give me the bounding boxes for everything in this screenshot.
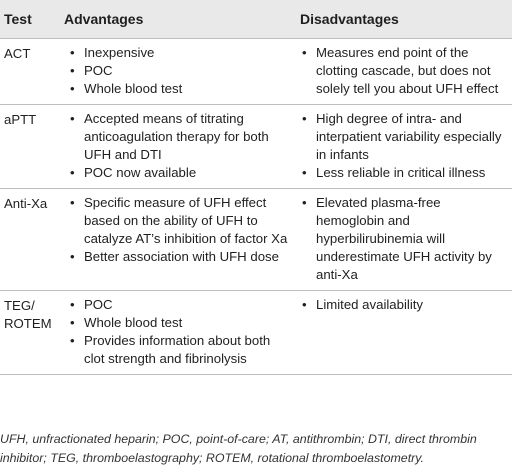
disadvantages-list: [296, 44, 508, 98]
disadvantages-cell: [292, 105, 512, 189]
bullet-icon: •: [302, 165, 307, 180]
advantages-cell: [60, 189, 292, 291]
disadvantages-list-item: [296, 296, 508, 314]
advantages-list-item: [64, 296, 288, 314]
disadvantages-cell: [292, 39, 512, 105]
advantages-list-item: [64, 248, 288, 266]
table-row: [0, 189, 512, 291]
advantages-list-item: [64, 164, 288, 182]
advantages-text: Specific measure of UFH effect based on the ability of UFH to catalyze AT’s inhibition of factor Xa: [84, 195, 288, 246]
bullet-icon: •: [70, 45, 75, 60]
bullet-icon: •: [70, 63, 75, 78]
bullet-icon: •: [70, 81, 75, 96]
header-disadvantages: Disadvantages: [300, 11, 399, 27]
advantages-list-item: [64, 110, 288, 164]
advantages-list-item: [64, 314, 288, 332]
table-body: [0, 39, 512, 375]
advantages-text: Inexpensive: [84, 45, 155, 60]
advantages-list-item: [64, 194, 288, 248]
table-row: [0, 39, 512, 105]
advantages-list-item: [64, 332, 288, 368]
advantages-list-item: [64, 80, 288, 98]
header-advantages: Advantages: [64, 11, 144, 27]
test-name-cell: Anti-Xa: [4, 196, 48, 211]
advantages-list: [64, 44, 288, 98]
bullet-icon: •: [70, 333, 75, 348]
disadvantages-list: [296, 194, 508, 284]
disadvantages-text: Elevated plasma-free hemoglobin and hyperbilirubinemia will underestimate UFH activity by anti-Xa: [316, 195, 492, 282]
advantages-text: Better association with UFH dose: [84, 249, 279, 264]
advantages-text: POC now available: [84, 165, 197, 180]
advantages-list: [64, 194, 288, 266]
bullet-icon: •: [70, 249, 75, 264]
disadvantages-list-item: [296, 44, 508, 98]
advantages-list-item: [64, 62, 288, 80]
table-footnote: UFH, unfractionated heparin; POC, point-of-care; AT, antithrombin; DTI, direct thrombin inhibitor; TEG, thromboelastography; ROTEM, rotational thromboelastometry.: [0, 432, 477, 465]
disadvantages-cell: [292, 189, 512, 291]
disadvantages-text: Limited availability: [316, 297, 424, 312]
advantages-text: Whole blood test: [84, 315, 183, 330]
bullet-icon: •: [302, 111, 307, 126]
test-name-cell: ACT: [4, 46, 31, 61]
bullet-icon: •: [70, 111, 75, 126]
table-header: [0, 0, 512, 39]
disadvantages-text: High degree of intra- and interpatient variability especially in infants: [316, 111, 502, 162]
bullet-icon: •: [70, 165, 75, 180]
table-row: [0, 105, 512, 189]
disadvantages-cell: [292, 291, 512, 375]
disadvantages-list: [296, 296, 508, 314]
advantages-text: POC: [84, 297, 113, 312]
advantages-text: POC: [84, 63, 113, 78]
disadvantages-text: Less reliable in critical illness: [316, 165, 486, 180]
header-test: Test: [4, 11, 32, 27]
advantages-list: [64, 296, 288, 368]
disadvantages-list-item: [296, 194, 508, 284]
bullet-icon: •: [302, 297, 307, 312]
disadvantages-list-item: [296, 164, 508, 182]
disadvantages-list-item: [296, 110, 508, 164]
advantages-list-item: [64, 44, 288, 62]
bullet-icon: •: [302, 45, 307, 60]
bullet-icon: •: [302, 195, 307, 210]
test-name-cell: aPTT: [4, 112, 37, 127]
advantages-list: [64, 110, 288, 182]
advantages-text: Accepted means of titrating anticoagulation therapy for both UFH and DTI: [84, 111, 269, 162]
disadvantages-text: Measures end point of the clotting cascade, but does not solely tell you about UFH effect: [316, 45, 499, 96]
advantages-cell: [60, 39, 292, 105]
bullet-icon: •: [70, 195, 75, 210]
advantages-cell: [60, 105, 292, 189]
bullet-icon: •: [70, 315, 75, 330]
bullet-icon: •: [70, 297, 75, 312]
advantages-text: Whole blood test: [84, 81, 183, 96]
advantages-text: Provides information about both clot strength and fibrinolysis: [84, 333, 271, 366]
header-row: [0, 0, 512, 39]
advantages-cell: [60, 291, 292, 375]
test-name-cell: TEG/ ROTEM: [4, 298, 52, 331]
table-row: [0, 291, 512, 375]
disadvantages-list: [296, 110, 508, 182]
